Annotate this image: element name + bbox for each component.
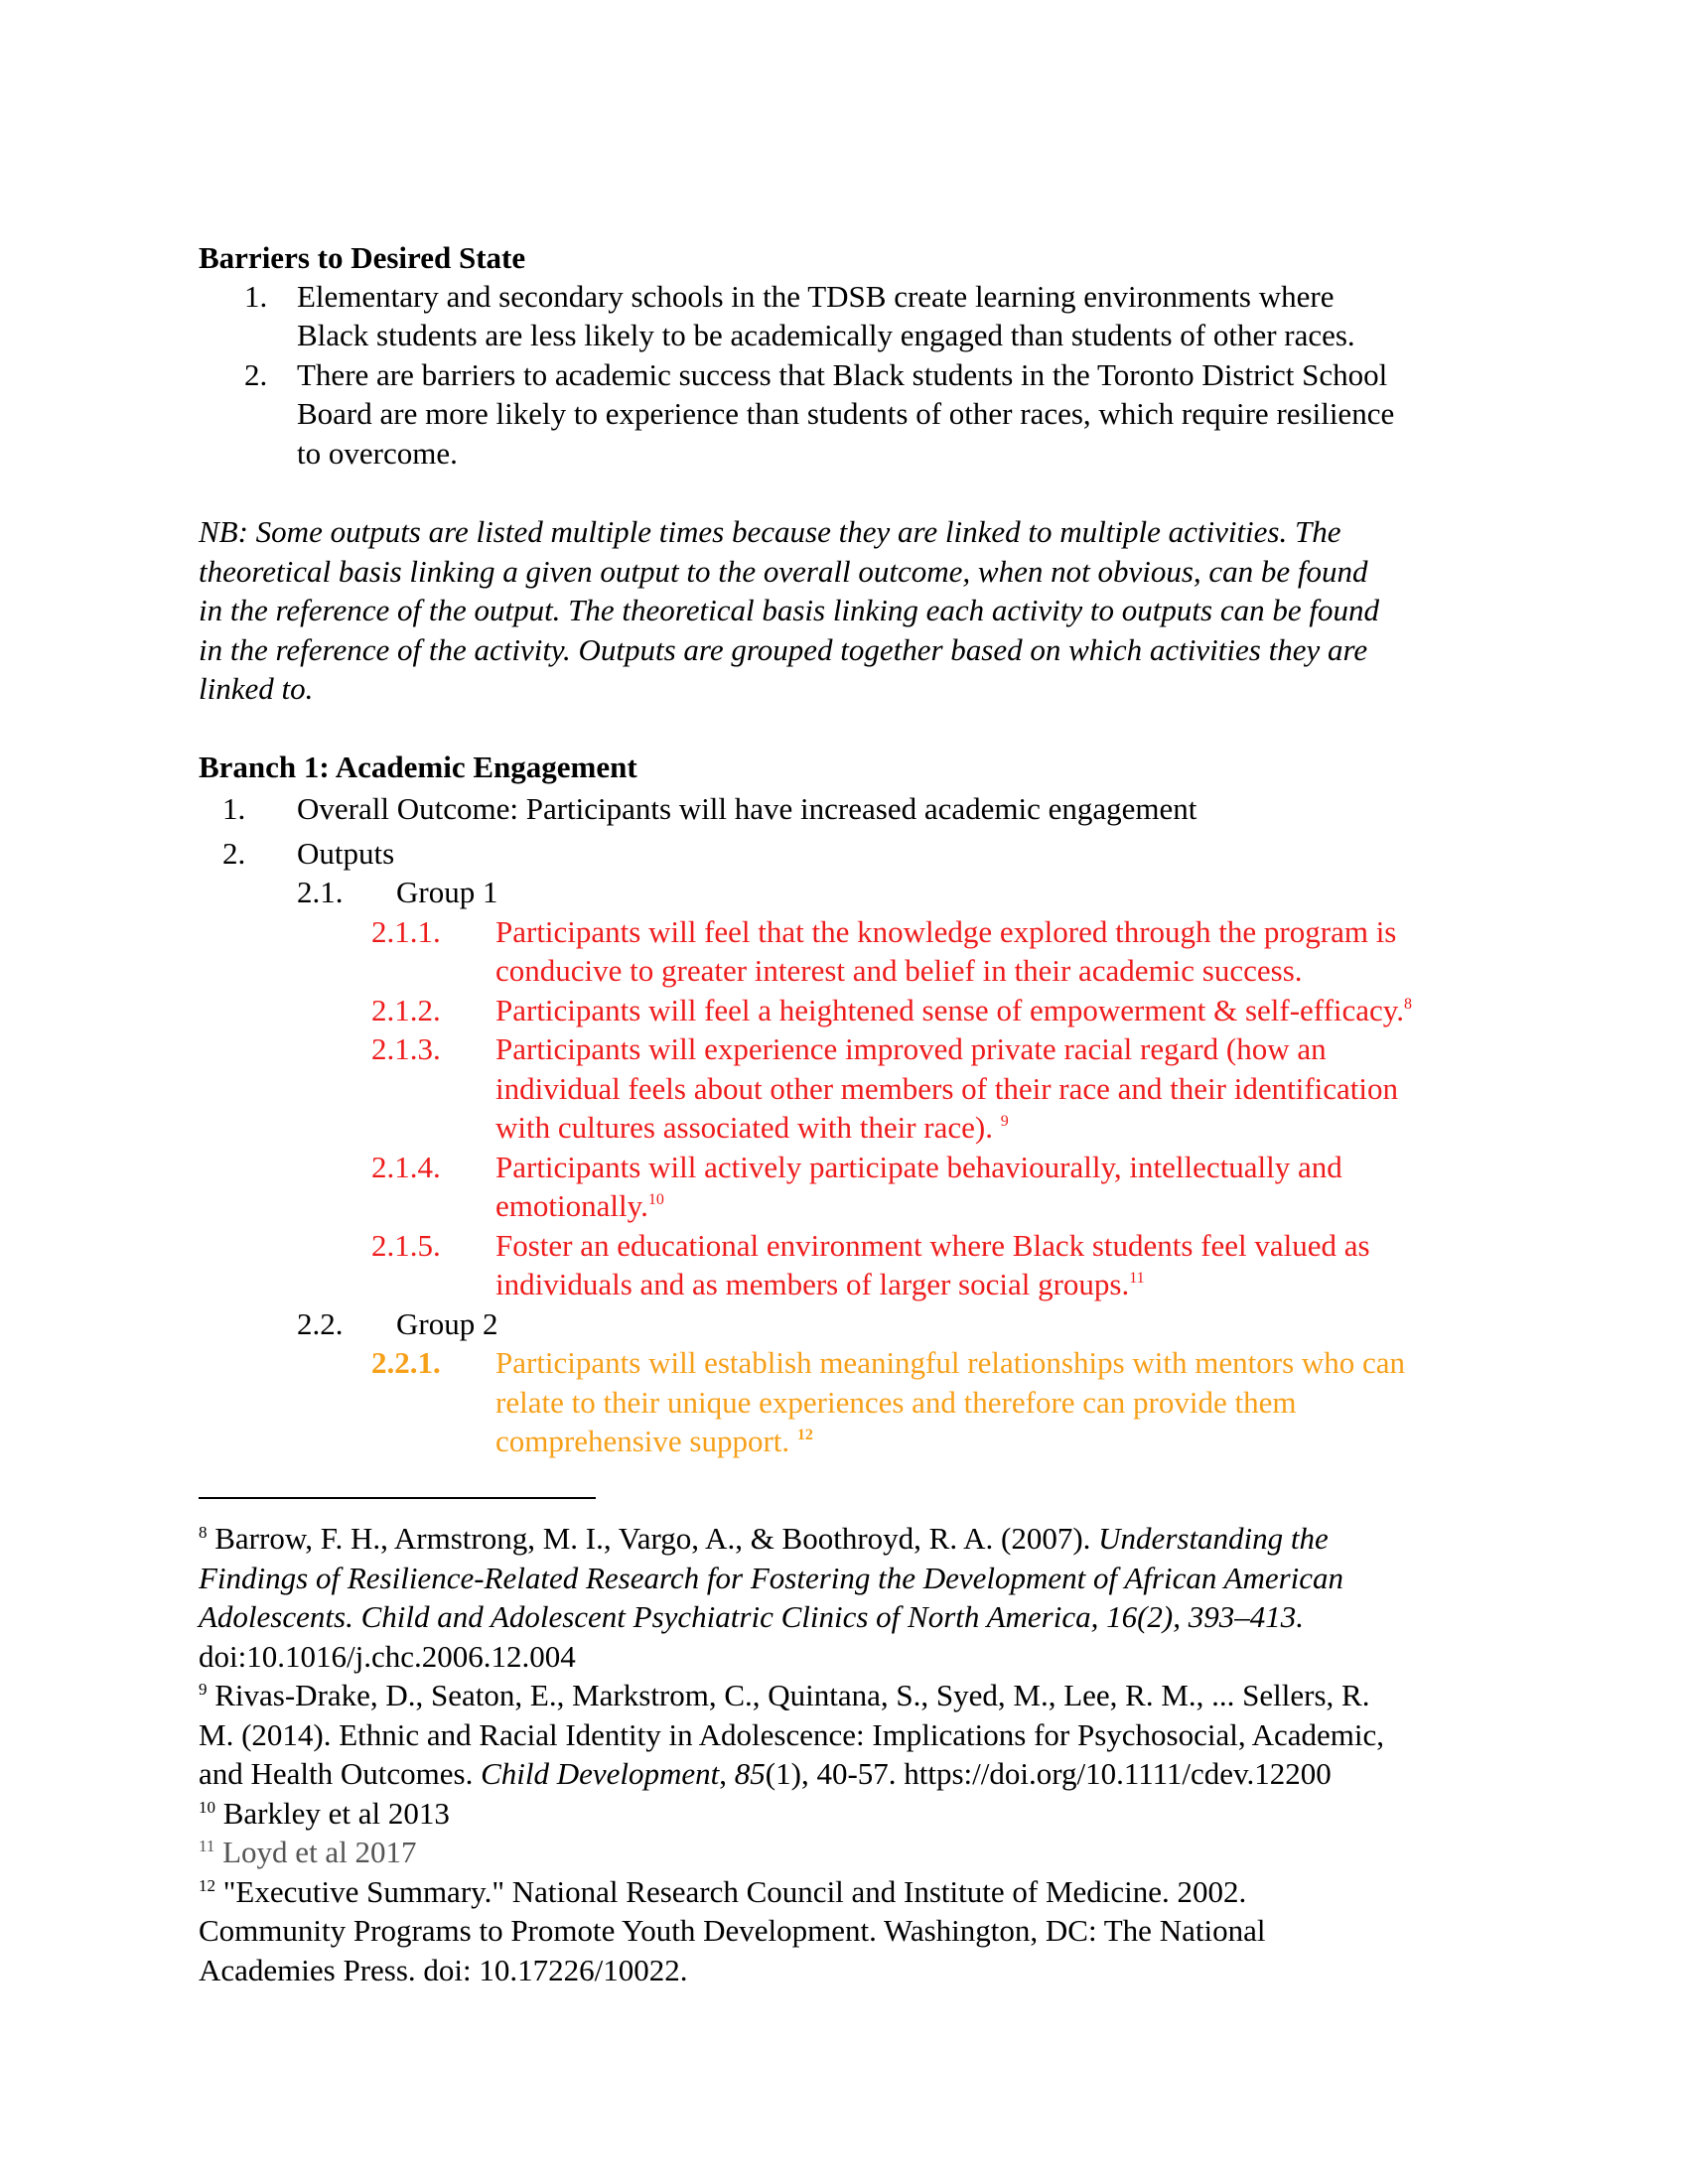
output-2-1-3-number: 2.1.3.	[371, 1031, 441, 1066]
footnote-ref-10[interactable]: 10	[647, 1191, 664, 1208]
footnote-12-text-1: "Executive Summary." National Research Council and Institute of Medicine. 2002.	[215, 1874, 1247, 1909]
footnote-8-mark: 8	[199, 1523, 208, 1542]
output-2-1-4-text: emotionally.	[495, 1188, 648, 1223]
footnote-11	[199, 1833, 417, 1872]
footnote-9-line-2: M. (2014). Ethnic and Racial Identity in Adolescence: Implications for Psychosocial, Academic,	[199, 1717, 1385, 1752]
footnote-separator	[199, 1497, 596, 1499]
output-2-1-5-number: 2.1.5.	[371, 1228, 441, 1263]
output-2-1-1-line-1: Participants will feel that the knowledge explored through the program is	[495, 914, 1397, 949]
output-2-2-1-line-2: relate to their unique experiences and therefore can provide them	[495, 1385, 1297, 1420]
branch-item-1-text: Overall Outcome: Participants will have increased academic engagement	[297, 791, 1197, 826]
barrier-1-line-1: Elementary and secondary schools in the TDSB create learning environments where	[297, 279, 1335, 314]
footnote-8-authors: Barrow, F. H., Armstrong, M. I., Vargo, A., & Boothroyd, R. A. (2007).	[207, 1521, 1099, 1556]
footnote-11-text: Loyd et al 2017	[214, 1835, 417, 1869]
footnote-12-line-1	[199, 1872, 1246, 1912]
output-2-2-1-line-1: Participants will establish meaningful relationships with mentors who can	[495, 1345, 1406, 1380]
footnote-12-line-2: Community Programs to Promote Youth Development. Washington, DC: The National	[199, 1913, 1266, 1948]
output-2-1-5-text: individuals and as members of larger social groups.	[495, 1267, 1130, 1301]
note-line-1: NB: Some outputs are listed multiple times because they are linked to multiple activities. The	[199, 514, 1341, 549]
footnote-8-title-start: Understanding the	[1098, 1521, 1329, 1556]
group-2-label: Group 2	[396, 1306, 498, 1341]
barrier-2-line-3: to overcome.	[297, 436, 458, 471]
output-2-1-5-line-1: Foster an educational environment where Black students feel valued as	[495, 1228, 1370, 1263]
group-1-number: 2.1.	[297, 875, 344, 909]
output-2-1-2-text: Participants will feel a heightened sense of empowerment & self-efficacy.	[495, 993, 1405, 1027]
footnote-9-mark: 9	[199, 1680, 208, 1699]
footnote-9-line-1	[199, 1676, 1369, 1715]
footnote-9-title-end: and Health Outcomes.	[199, 1756, 482, 1791]
barrier-2-number: 2.	[244, 357, 268, 392]
footnote-11-mark: 11	[199, 1837, 215, 1855]
output-2-1-4-line-2	[495, 1186, 664, 1226]
footnote-8-doi[interactable]: doi:10.1016/j.chc.2006.12.004	[199, 1639, 576, 1674]
barrier-1-number: 1.	[244, 279, 268, 314]
footnote-9-line-3	[199, 1754, 1332, 1794]
branch-item-2-text: Outputs	[297, 836, 395, 871]
output-2-2-1-text: comprehensive support.	[495, 1424, 797, 1458]
group-2-number: 2.2.	[297, 1306, 344, 1341]
output-2-1-3-line-2: individual feels about other members of their race and their identification	[495, 1071, 1399, 1106]
note-line-5: linked to.	[199, 671, 314, 706]
barrier-2-line-1: There are barriers to academic success that Black students in the Toronto District School	[297, 357, 1388, 392]
footnote-ref-9[interactable]: 9	[1000, 1113, 1009, 1130]
footnote-9-journal: Child Development	[481, 1756, 720, 1791]
output-2-1-5-line-2	[495, 1265, 1145, 1304]
output-2-1-3-line-1: Participants will experience improved private racial regard (how an	[495, 1031, 1327, 1066]
branch-item-1-number: 1.	[222, 791, 246, 826]
footnote-ref-11[interactable]: 11	[1129, 1270, 1145, 1287]
group-1-label: Group 1	[396, 875, 498, 909]
note-line-2: theoretical basis linking a given output to the overall outcome, when not obvious, can be found	[199, 554, 1368, 589]
footnote-12-mark: 12	[199, 1876, 215, 1895]
output-2-1-1-line-2: conducive to greater interest and belief in their academic success.	[495, 953, 1303, 988]
footnote-8-line-1	[199, 1519, 1329, 1559]
footnote-9-pages-doi[interactable]: (1), 40-57. https://doi.org/10.1111/cdev.12200	[765, 1756, 1332, 1791]
footnote-9-volume: 85	[734, 1756, 766, 1791]
output-2-1-3-line-3	[495, 1108, 1009, 1148]
output-2-2-1-number: 2.2.1.	[371, 1345, 441, 1380]
footnote-ref-12[interactable]: 12	[796, 1427, 813, 1443]
branch-item-2-number: 2.	[222, 836, 246, 871]
output-2-1-3-text: with cultures associated with their race).	[495, 1110, 1001, 1145]
note-line-3: in the reference of the output. The theoretical basis linking each activity to outputs can be found	[199, 593, 1379, 627]
output-2-2-1-line-3	[495, 1422, 813, 1461]
footnote-9-sep: ,	[719, 1756, 735, 1791]
footnote-ref-8[interactable]: 8	[1404, 996, 1413, 1013]
barriers-heading: Barriers to Desired State	[199, 240, 526, 275]
footnote-9-authors: Rivas-Drake, D., Seaton, E., Markstrom, C., Quintana, S., Syed, M., Lee, R. M., ... Sellers, R.	[207, 1678, 1370, 1712]
footnote-10	[199, 1794, 450, 1834]
output-2-1-1-number: 2.1.1.	[371, 914, 441, 949]
footnote-8-line-3: Adolescents. Child and Adolescent Psychiatric Clinics of North America, 16(2), 393–413.	[199, 1599, 1305, 1634]
footnote-10-mark: 10	[199, 1798, 215, 1817]
barrier-1-line-2: Black students are less likely to be academically engaged than students of other races.	[297, 318, 1355, 352]
footnote-10-text: Barkley et al 2013	[215, 1796, 450, 1831]
output-2-1-4-line-1: Participants will actively participate behaviourally, intellectually and	[495, 1150, 1342, 1184]
output-2-1-2-number: 2.1.2.	[371, 993, 441, 1027]
branch-heading: Branch 1: Academic Engagement	[199, 750, 637, 784]
footnote-8-line-2: Findings of Resilience-Related Research for Fostering the Development of African American	[199, 1561, 1344, 1595]
footnote-12-line-3: Academies Press. doi: 10.17226/10022.	[199, 1953, 688, 1987]
note-line-4: in the reference of the activity. Outputs are grouped together based on which activities they are	[199, 632, 1368, 667]
output-2-1-4-number: 2.1.4.	[371, 1150, 441, 1184]
barrier-2-line-2: Board are more likely to experience than students of other races, which require resilience	[297, 396, 1395, 431]
output-2-1-2-line-1	[495, 991, 1412, 1030]
